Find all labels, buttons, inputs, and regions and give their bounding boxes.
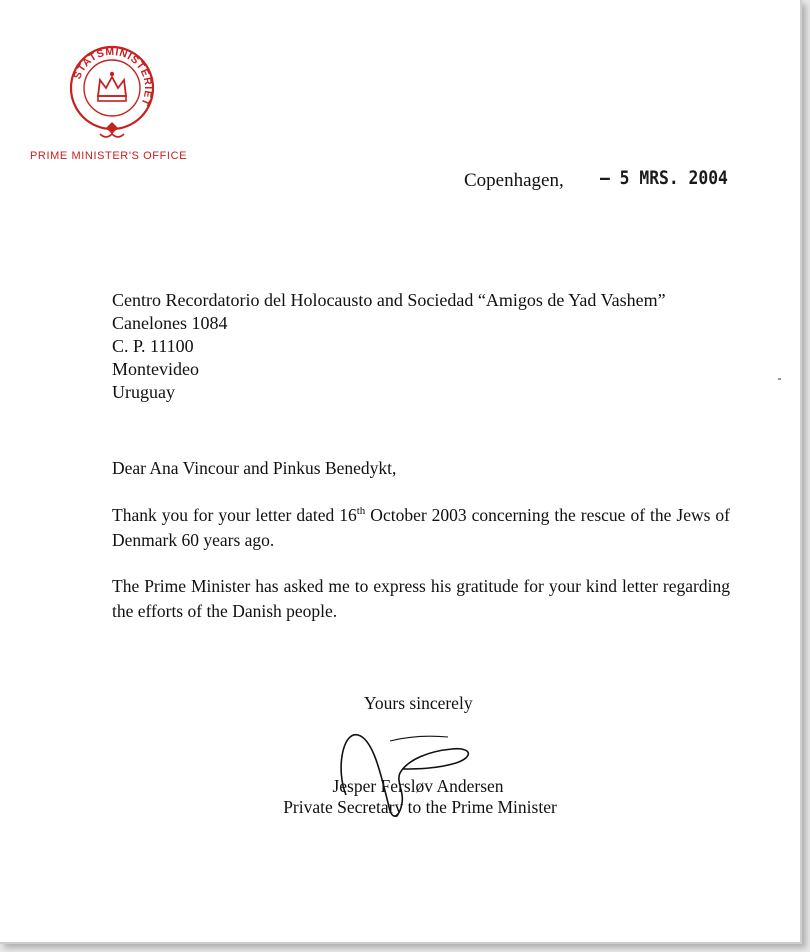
- dateline-place: Copenhagen,: [464, 170, 564, 191]
- address-line: Canelones 1084: [112, 313, 228, 333]
- crown-seal-logo: [62, 44, 162, 144]
- salutation: Dear Ana Vincour and Pinkus Benedykt,: [112, 458, 397, 478]
- svg-text:STATSMINISTERIET: STATSMINISTERIET: [71, 45, 155, 108]
- recipient-address: [112, 289, 666, 404]
- address-line: Uruguay: [112, 382, 175, 402]
- signer-name: Jesper Fersløv Andersen: [332, 776, 504, 796]
- scan-speck: [778, 378, 781, 380]
- signer-title: Private Secretary to the Prime Minister: [283, 797, 557, 817]
- ordinal-suffix: th: [356, 505, 366, 517]
- paragraph-thanks: [112, 499, 730, 553]
- date-stamp: – 5 MRS. 2004: [600, 167, 728, 189]
- address-line: Montevideo: [112, 359, 199, 379]
- address-line: Centro Recordatorio del Holocausto and Sociedad “Amigos de Yad Vashem”: [112, 290, 666, 310]
- address-line: C. P. 11100: [112, 336, 194, 356]
- paragraph-gratitude: The Prime Minister has asked me to express his gratitude for your kind letter regarding the efforts of the Danish people.: [112, 576, 730, 621]
- closing-sign-off: Yours sincerely: [364, 693, 473, 713]
- office-label: PRIME MINISTER'S OFFICE: [30, 150, 188, 162]
- paragraph-thanks-end: October 2003 concerning the rescue of the Jews of Denmark 60 years ago.: [112, 504, 730, 550]
- paragraph-thanks-start: Thank you for your letter dated 16: [112, 504, 357, 525]
